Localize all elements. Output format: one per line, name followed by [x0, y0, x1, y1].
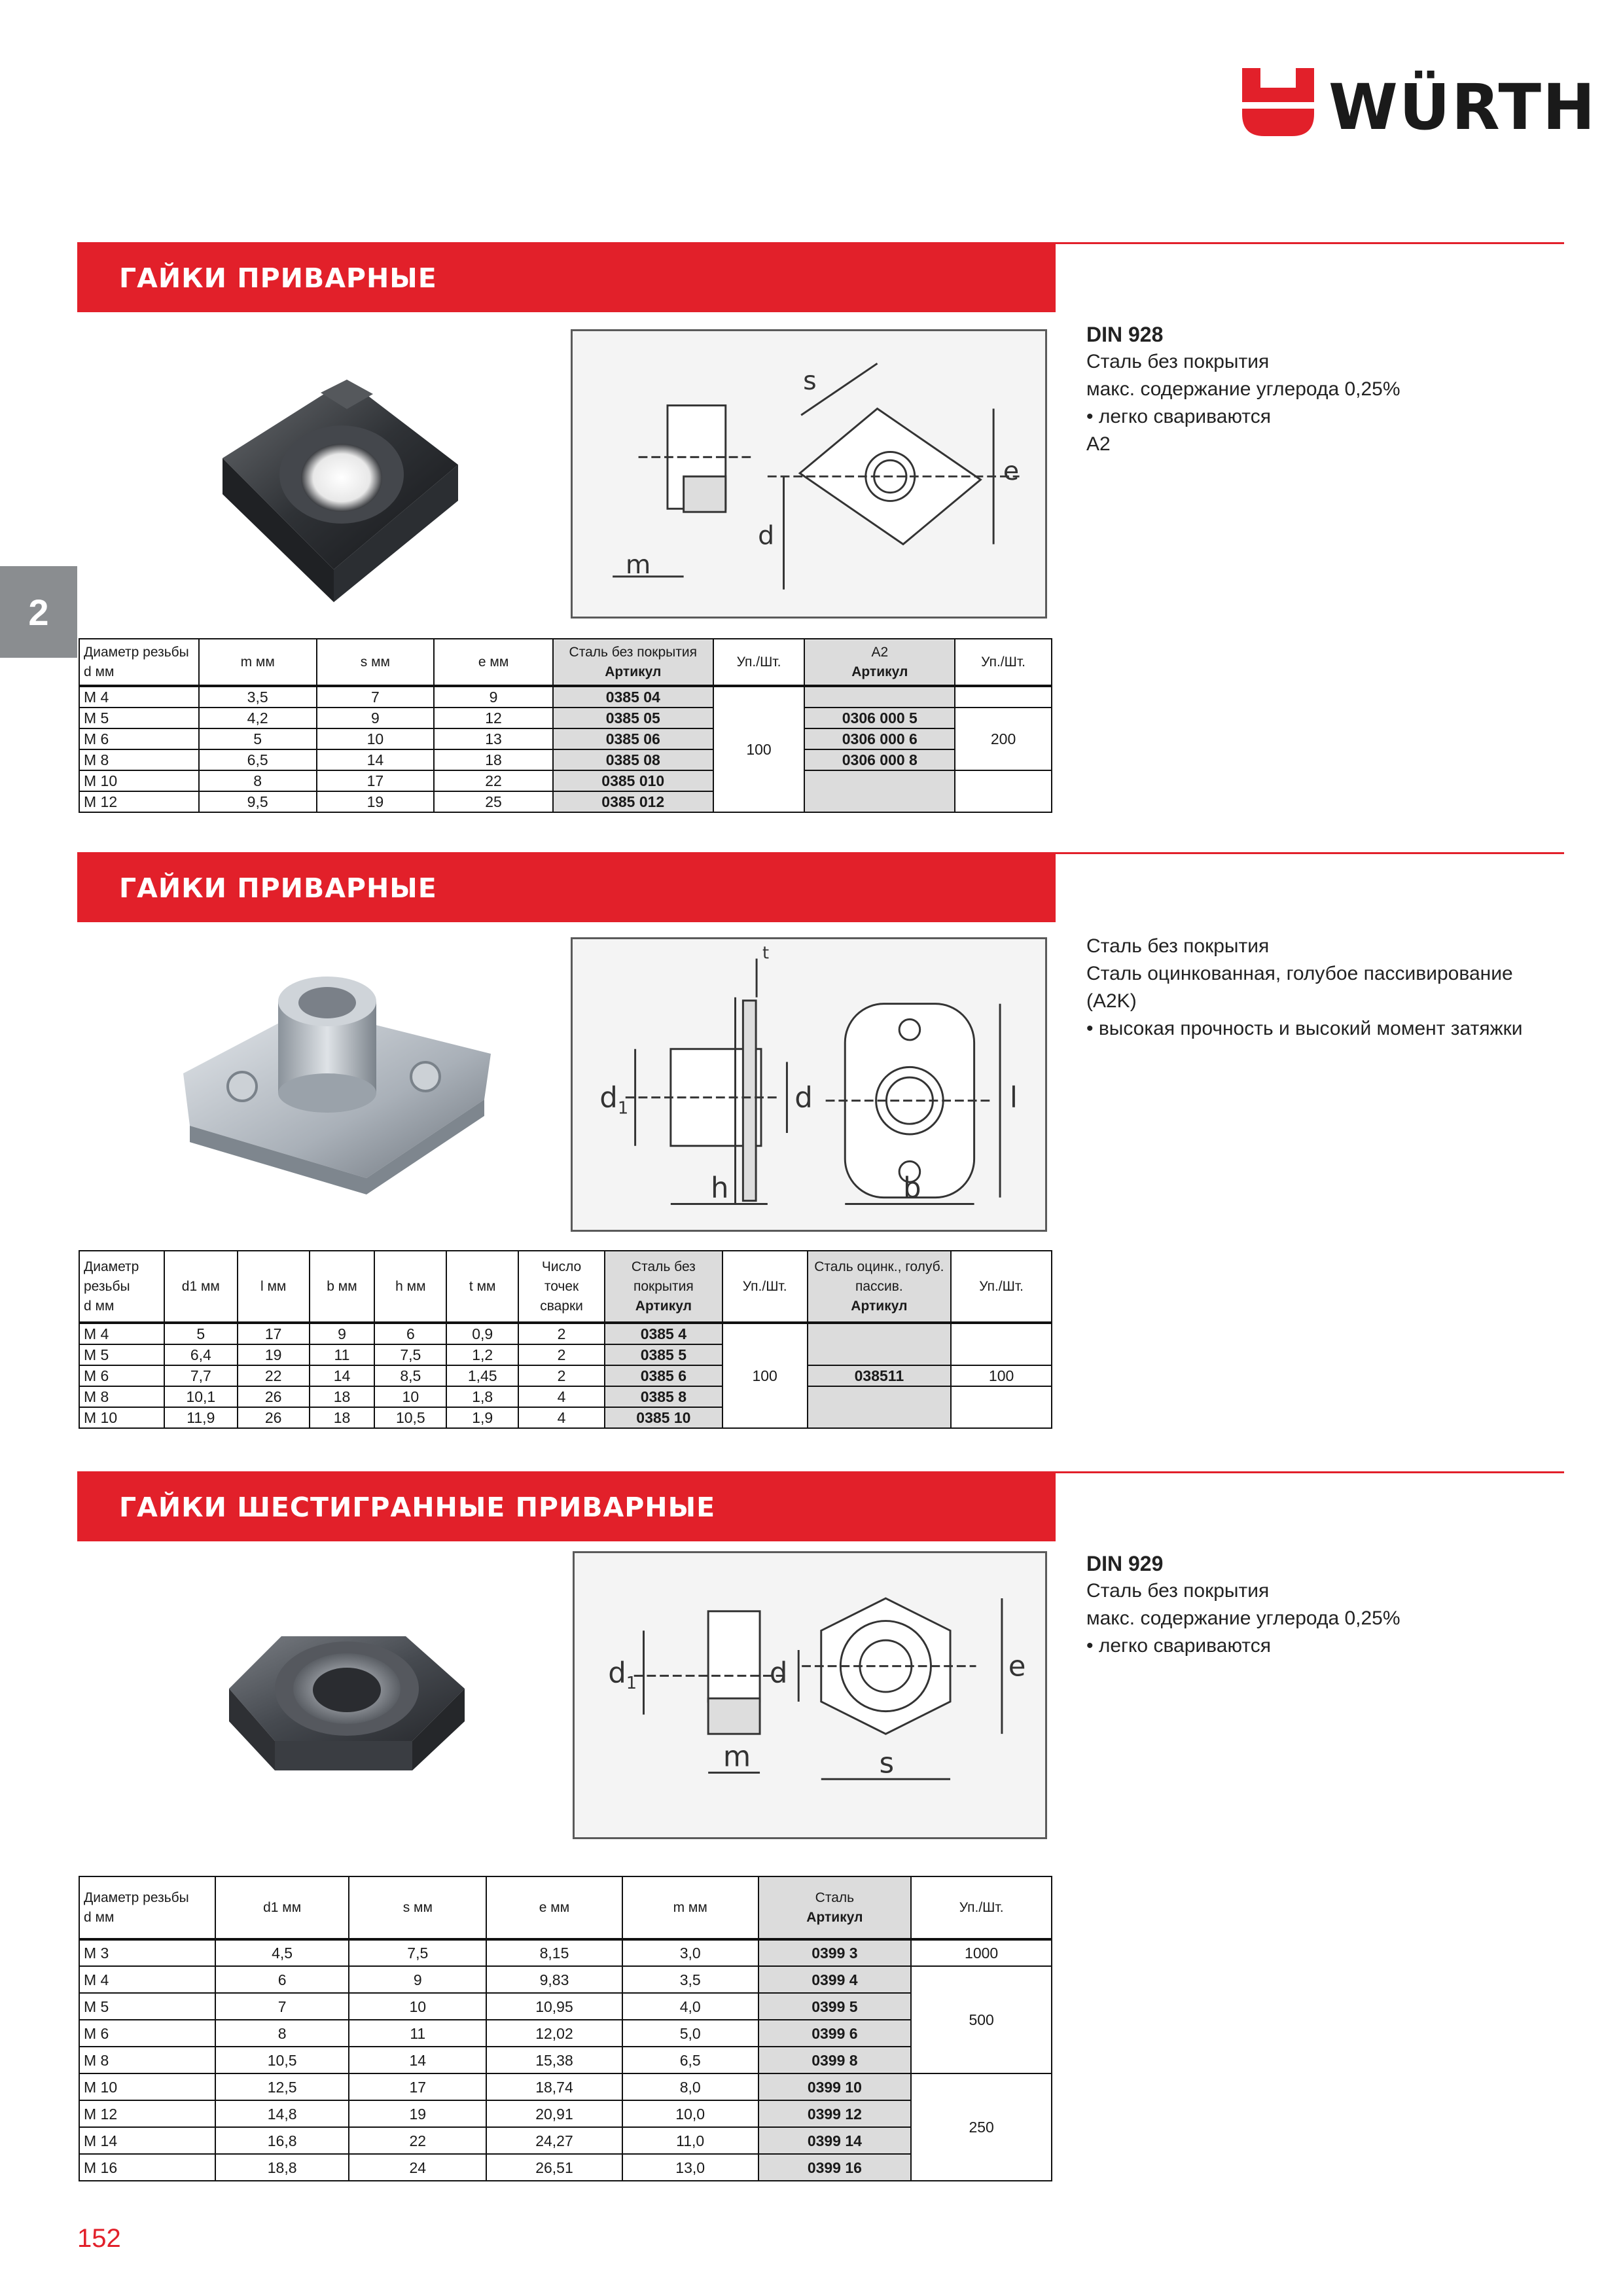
- tab-weld-nut-photo: [170, 962, 497, 1198]
- tab-nut-technical-drawing: [571, 937, 1047, 1232]
- table-row: M 5 4,2 9 12 0385 05 0306 000 5 200: [79, 708, 1052, 728]
- page-number: 152: [77, 2224, 121, 2253]
- spec-table-hex-nuts: [79, 1876, 1052, 2181]
- dim-label-t: t: [762, 943, 770, 963]
- table-row: M 10 11,9 26 18 10,5 1,9 4 0385 10: [79, 1407, 1052, 1428]
- table-row: M 5 7 10 10,95 4,0 0399 5: [79, 1993, 1052, 2020]
- table-row: M 5 6,4 19 11 7,5 1,2 2 0385 5: [79, 1344, 1052, 1365]
- dim-label-h: h: [711, 1172, 729, 1205]
- col-header-t: t мм: [446, 1251, 518, 1323]
- description-line: макс. содержание углерода 0,25%: [1086, 1607, 1400, 1629]
- table-row: M 16 18,8 24 26,51 13,0 0399 16: [79, 2154, 1052, 2181]
- col-header-zinc-article: Сталь оцинк., голуб. пассив. Артикул: [808, 1251, 952, 1323]
- hex-weld-nut-photo: [196, 1590, 484, 1806]
- dim-label-d: d: [769, 1657, 788, 1690]
- dim-label-e: e: [1003, 456, 1020, 486]
- table-row: M 4 3,5 7 9 0385 04 100: [79, 686, 1052, 708]
- section-description: [1086, 933, 1523, 1043]
- din-standard: DIN 928: [1086, 323, 1164, 346]
- col-header-steel-article: Сталь без покрытия Артикул: [553, 639, 713, 686]
- section-title: ГАЙКИ ШЕСТИГРАННЫЕ ПРИВАРНЫЕ: [77, 1473, 1056, 1541]
- chapter-tab: 2: [0, 566, 77, 658]
- col-header-pack: Уп./Шт.: [713, 639, 805, 686]
- spec-table-tab-nuts: [79, 1250, 1052, 1429]
- description-line: • высокая прочность и высокий момент затяжки: [1086, 1018, 1523, 1039]
- table-row: M 8 10,1 26 18 10 1,8 4 0385 8: [79, 1386, 1052, 1407]
- table-row: M 8 10,5 14 15,38 6,5 0399 8: [79, 2047, 1052, 2073]
- description-line: (A2K): [1086, 990, 1137, 1012]
- dim-label-e: e: [1008, 1650, 1026, 1683]
- col-header-pack: Уп./Шт.: [722, 1251, 808, 1323]
- description-line: Сталь оцинкованная, голубое пассивирование: [1086, 963, 1513, 984]
- table-row: M 10 8 17 22 0385 010: [79, 770, 1052, 791]
- col-header-diameter: Диаметр резьбы d мм: [79, 1876, 215, 1939]
- section-description: [1086, 321, 1400, 458]
- col-header-steel-article: Сталь Артикул: [758, 1876, 912, 1939]
- dim-label-l: l: [1009, 1081, 1018, 1115]
- pack-quantity: 1000: [911, 1939, 1052, 1966]
- table-row: M 3 4,5 7,5 8,15 3,0 0399 3 1000: [79, 1939, 1052, 1966]
- description-line: • легко свариваются: [1086, 406, 1271, 427]
- section-title: ГАЙКИ ПРИВАРНЫЕ: [77, 854, 1056, 922]
- pack-quantity: 100: [713, 686, 805, 812]
- col-header-pack: Уп./Шт.: [955, 639, 1052, 686]
- dim-label-b: b: [903, 1172, 921, 1205]
- dim-label-m: m: [625, 549, 651, 580]
- col-header-d1: d1 мм: [164, 1251, 238, 1323]
- col-header-pack: Уп./Шт.: [911, 1876, 1052, 1939]
- section-title: ГАЙКИ ПРИВАРНЫЕ: [77, 244, 1056, 312]
- wurth-emblem-icon: [1242, 68, 1314, 136]
- table-row: M 12 14,8 19 20,91 10,0 0399 12: [79, 2100, 1052, 2127]
- table-row: M 6 8 11 12,02 5,0 0399 6: [79, 2020, 1052, 2047]
- spec-table-square-nuts: [79, 638, 1052, 813]
- dim-label-s: s: [879, 1747, 895, 1780]
- din-standard: DIN 929: [1086, 1552, 1164, 1575]
- brand-name: WÜRTH: [1329, 71, 1597, 144]
- description-line: макс. содержание углерода 0,25%: [1086, 378, 1400, 400]
- col-header-d1: d1 мм: [215, 1876, 349, 1939]
- dim-label-d: d: [794, 1081, 813, 1115]
- col-header-l: l мм: [238, 1251, 310, 1323]
- col-header-m: m мм: [622, 1876, 758, 1939]
- description-line: A2: [1086, 433, 1111, 455]
- col-header-pack: Уп./Шт.: [951, 1251, 1052, 1323]
- pack-quantity: 200: [955, 708, 1052, 770]
- description-line: • легко свариваются: [1086, 1635, 1271, 1657]
- square-nut-technical-drawing: [571, 329, 1047, 619]
- table-row: M 8 6,5 14 18 0385 08 0306 000 8: [79, 749, 1052, 770]
- col-header-diameter: Диаметр резьбы d мм: [79, 639, 199, 686]
- col-header-b: b мм: [310, 1251, 375, 1323]
- square-weld-nut-photo: [196, 353, 484, 628]
- dim-label-s: s: [803, 365, 817, 396]
- description-line: Сталь без покрытия: [1086, 1580, 1270, 1602]
- dim-label-d1: $d_1$: [599, 1081, 629, 1119]
- col-header-m: m мм: [199, 639, 317, 686]
- table-row: M 6 7,7 22 14 8,5 1,45 2 0385 6 038511 100: [79, 1365, 1052, 1386]
- pack-quantity: 250: [911, 2073, 1052, 2181]
- description-line: Сталь без покрытия: [1086, 935, 1270, 957]
- col-header-s: s мм: [349, 1876, 486, 1939]
- dim-label-d1: $d_1$: [608, 1657, 637, 1694]
- pack-quantity: 100: [951, 1365, 1052, 1386]
- table-row: M 4 6 9 9,83 3,5 0399 4 500: [79, 1966, 1052, 1993]
- pack-quantity: 100: [722, 1323, 808, 1428]
- col-header-s: s мм: [317, 639, 435, 686]
- table-row: M 6 5 10 13 0385 06 0306 000 6: [79, 728, 1052, 749]
- col-header-e: e мм: [434, 639, 553, 686]
- dim-label-m: m: [722, 1740, 751, 1774]
- table-row: M 12 9,5 19 25 0385 012: [79, 791, 1052, 812]
- dim-label-d: d: [758, 520, 775, 551]
- section-description: [1086, 1550, 1400, 1660]
- table-row: M 10 12,5 17 18,74 8,0 0399 10 250: [79, 2073, 1052, 2100]
- hex-nut-technical-drawing: [573, 1551, 1047, 1839]
- description-line: Сталь без покрытия: [1086, 351, 1270, 372]
- table-row: M 4 5 17 9 6 0,9 2 0385 4 100: [79, 1323, 1052, 1344]
- col-header-diameter: Диаметр резьбы d мм: [79, 1251, 164, 1323]
- col-header-h: h мм: [374, 1251, 446, 1323]
- pack-quantity: 500: [911, 1966, 1052, 2073]
- col-header-a2-article: A2 Артикул: [804, 639, 955, 686]
- wurth-logo: [1242, 68, 1597, 144]
- col-header-steel-article: Сталь без покрытия Артикул: [605, 1251, 722, 1323]
- table-row: M 14 16,8 22 24,27 11,0 0399 14: [79, 2127, 1052, 2154]
- col-header-weld-points: Число точек сварки: [518, 1251, 605, 1323]
- col-header-e: e мм: [486, 1876, 622, 1939]
